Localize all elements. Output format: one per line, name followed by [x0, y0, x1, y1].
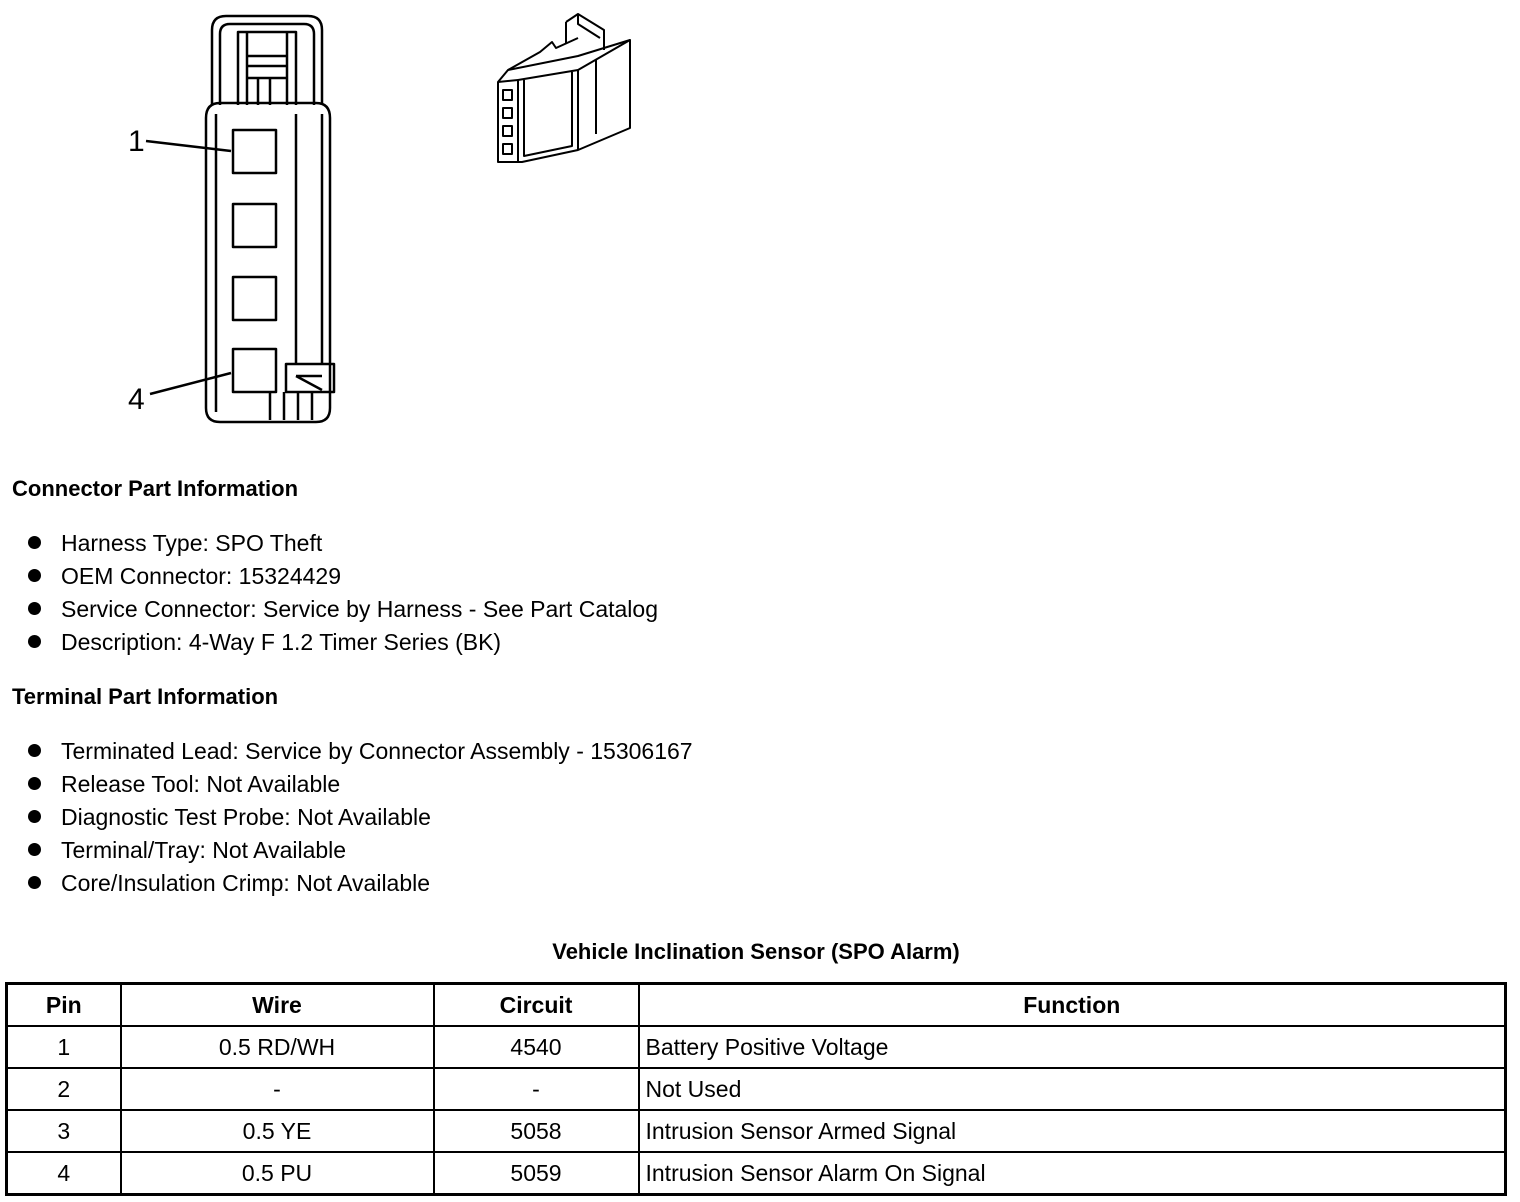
wire-cell: 0.5 RD/WH — [121, 1026, 434, 1068]
list-item — [28, 868, 693, 901]
circuit-cell: 5058 — [434, 1110, 639, 1152]
terminal-part-info-heading: Terminal Part Information — [12, 684, 279, 709]
terminal-tray: Terminal/Tray: Not Available — [61, 837, 347, 863]
bullet-icon — [28, 876, 41, 889]
bullet-icon — [28, 635, 41, 648]
bullet-icon — [28, 777, 41, 790]
connector-harness-type: Harness Type: SPO Theft — [61, 530, 323, 556]
wire-cell: - — [121, 1068, 434, 1110]
list-item — [28, 594, 658, 627]
connector-face-view — [206, 16, 334, 422]
terminal-crimp: Core/Insulation Crimp: Not Available — [61, 870, 431, 896]
list-item — [28, 835, 693, 868]
function-cell: Intrusion Sensor Armed Signal — [639, 1110, 1506, 1152]
table-row — [7, 1068, 1506, 1110]
cavity-3 — [233, 277, 276, 320]
pin-label-last: 4 — [128, 383, 145, 416]
bullet-icon — [28, 843, 41, 856]
terminal-test-probe: Diagnostic Test Probe: Not Available — [61, 804, 431, 830]
function-cell: Not Used — [639, 1068, 1506, 1110]
connector-part-info-list — [28, 528, 658, 660]
list-item — [28, 528, 658, 561]
pinout-table — [5, 982, 1507, 1196]
pin-cell: 4 — [7, 1152, 121, 1195]
bullet-icon — [28, 536, 41, 549]
table-row — [7, 1110, 1506, 1152]
function-cell: Intrusion Sensor Alarm On Signal — [639, 1152, 1506, 1195]
bullet-icon — [28, 569, 41, 582]
connector-description: Description: 4-Way F 1.2 Timer Series (BK) — [61, 629, 502, 655]
bullet-icon — [28, 602, 41, 615]
connector-oem-connector: OEM Connector: 15324429 — [61, 563, 342, 589]
circuit-cell: 4540 — [434, 1026, 639, 1068]
connector-service-connector: Service Connector: Service by Harness - See Part Catalog — [61, 596, 658, 622]
pin-label-first: 1 — [128, 125, 145, 158]
list-item — [28, 769, 693, 802]
pin-1-leader — [146, 141, 231, 151]
list-item — [28, 561, 658, 594]
pin-4-leader — [150, 373, 231, 394]
function-cell: Battery Positive Voltage — [639, 1026, 1506, 1068]
list-item — [28, 627, 658, 660]
terminal-terminated-lead: Terminated Lead: Service by Connector Assembly - 15306167 — [61, 738, 693, 764]
cavity-4 — [233, 349, 276, 392]
pin-cell: 3 — [7, 1110, 121, 1152]
column-header-pin: Pin — [7, 984, 121, 1027]
connector-part-info-heading: Connector Part Information — [12, 476, 299, 501]
connector-diagram — [0, 0, 700, 440]
bullet-icon — [28, 744, 41, 757]
wire-cell: 0.5 PU — [121, 1152, 434, 1195]
column-header-circuit: Circuit — [434, 984, 639, 1027]
table-row — [7, 1152, 1506, 1195]
pin-cell: 1 — [7, 1026, 121, 1068]
table-row — [7, 1026, 1506, 1068]
table-header-row — [7, 984, 1506, 1027]
list-item — [28, 802, 693, 835]
terminal-part-info-list — [28, 736, 693, 901]
connector-isometric-view — [498, 14, 630, 162]
terminal-release-tool: Release Tool: Not Available — [61, 771, 341, 797]
pin-cell: 2 — [7, 1068, 121, 1110]
circuit-cell: - — [434, 1068, 639, 1110]
wire-cell: 0.5 YE — [121, 1110, 434, 1152]
list-item — [28, 736, 693, 769]
column-header-wire: Wire — [121, 984, 434, 1027]
cavity-1 — [233, 130, 276, 173]
column-header-function: Function — [639, 984, 1506, 1027]
cavity-2 — [233, 204, 276, 247]
pinout-table-title: Vehicle Inclination Sensor (SPO Alarm) — [552, 939, 960, 964]
bullet-icon — [28, 810, 41, 823]
circuit-cell: 5059 — [434, 1152, 639, 1195]
